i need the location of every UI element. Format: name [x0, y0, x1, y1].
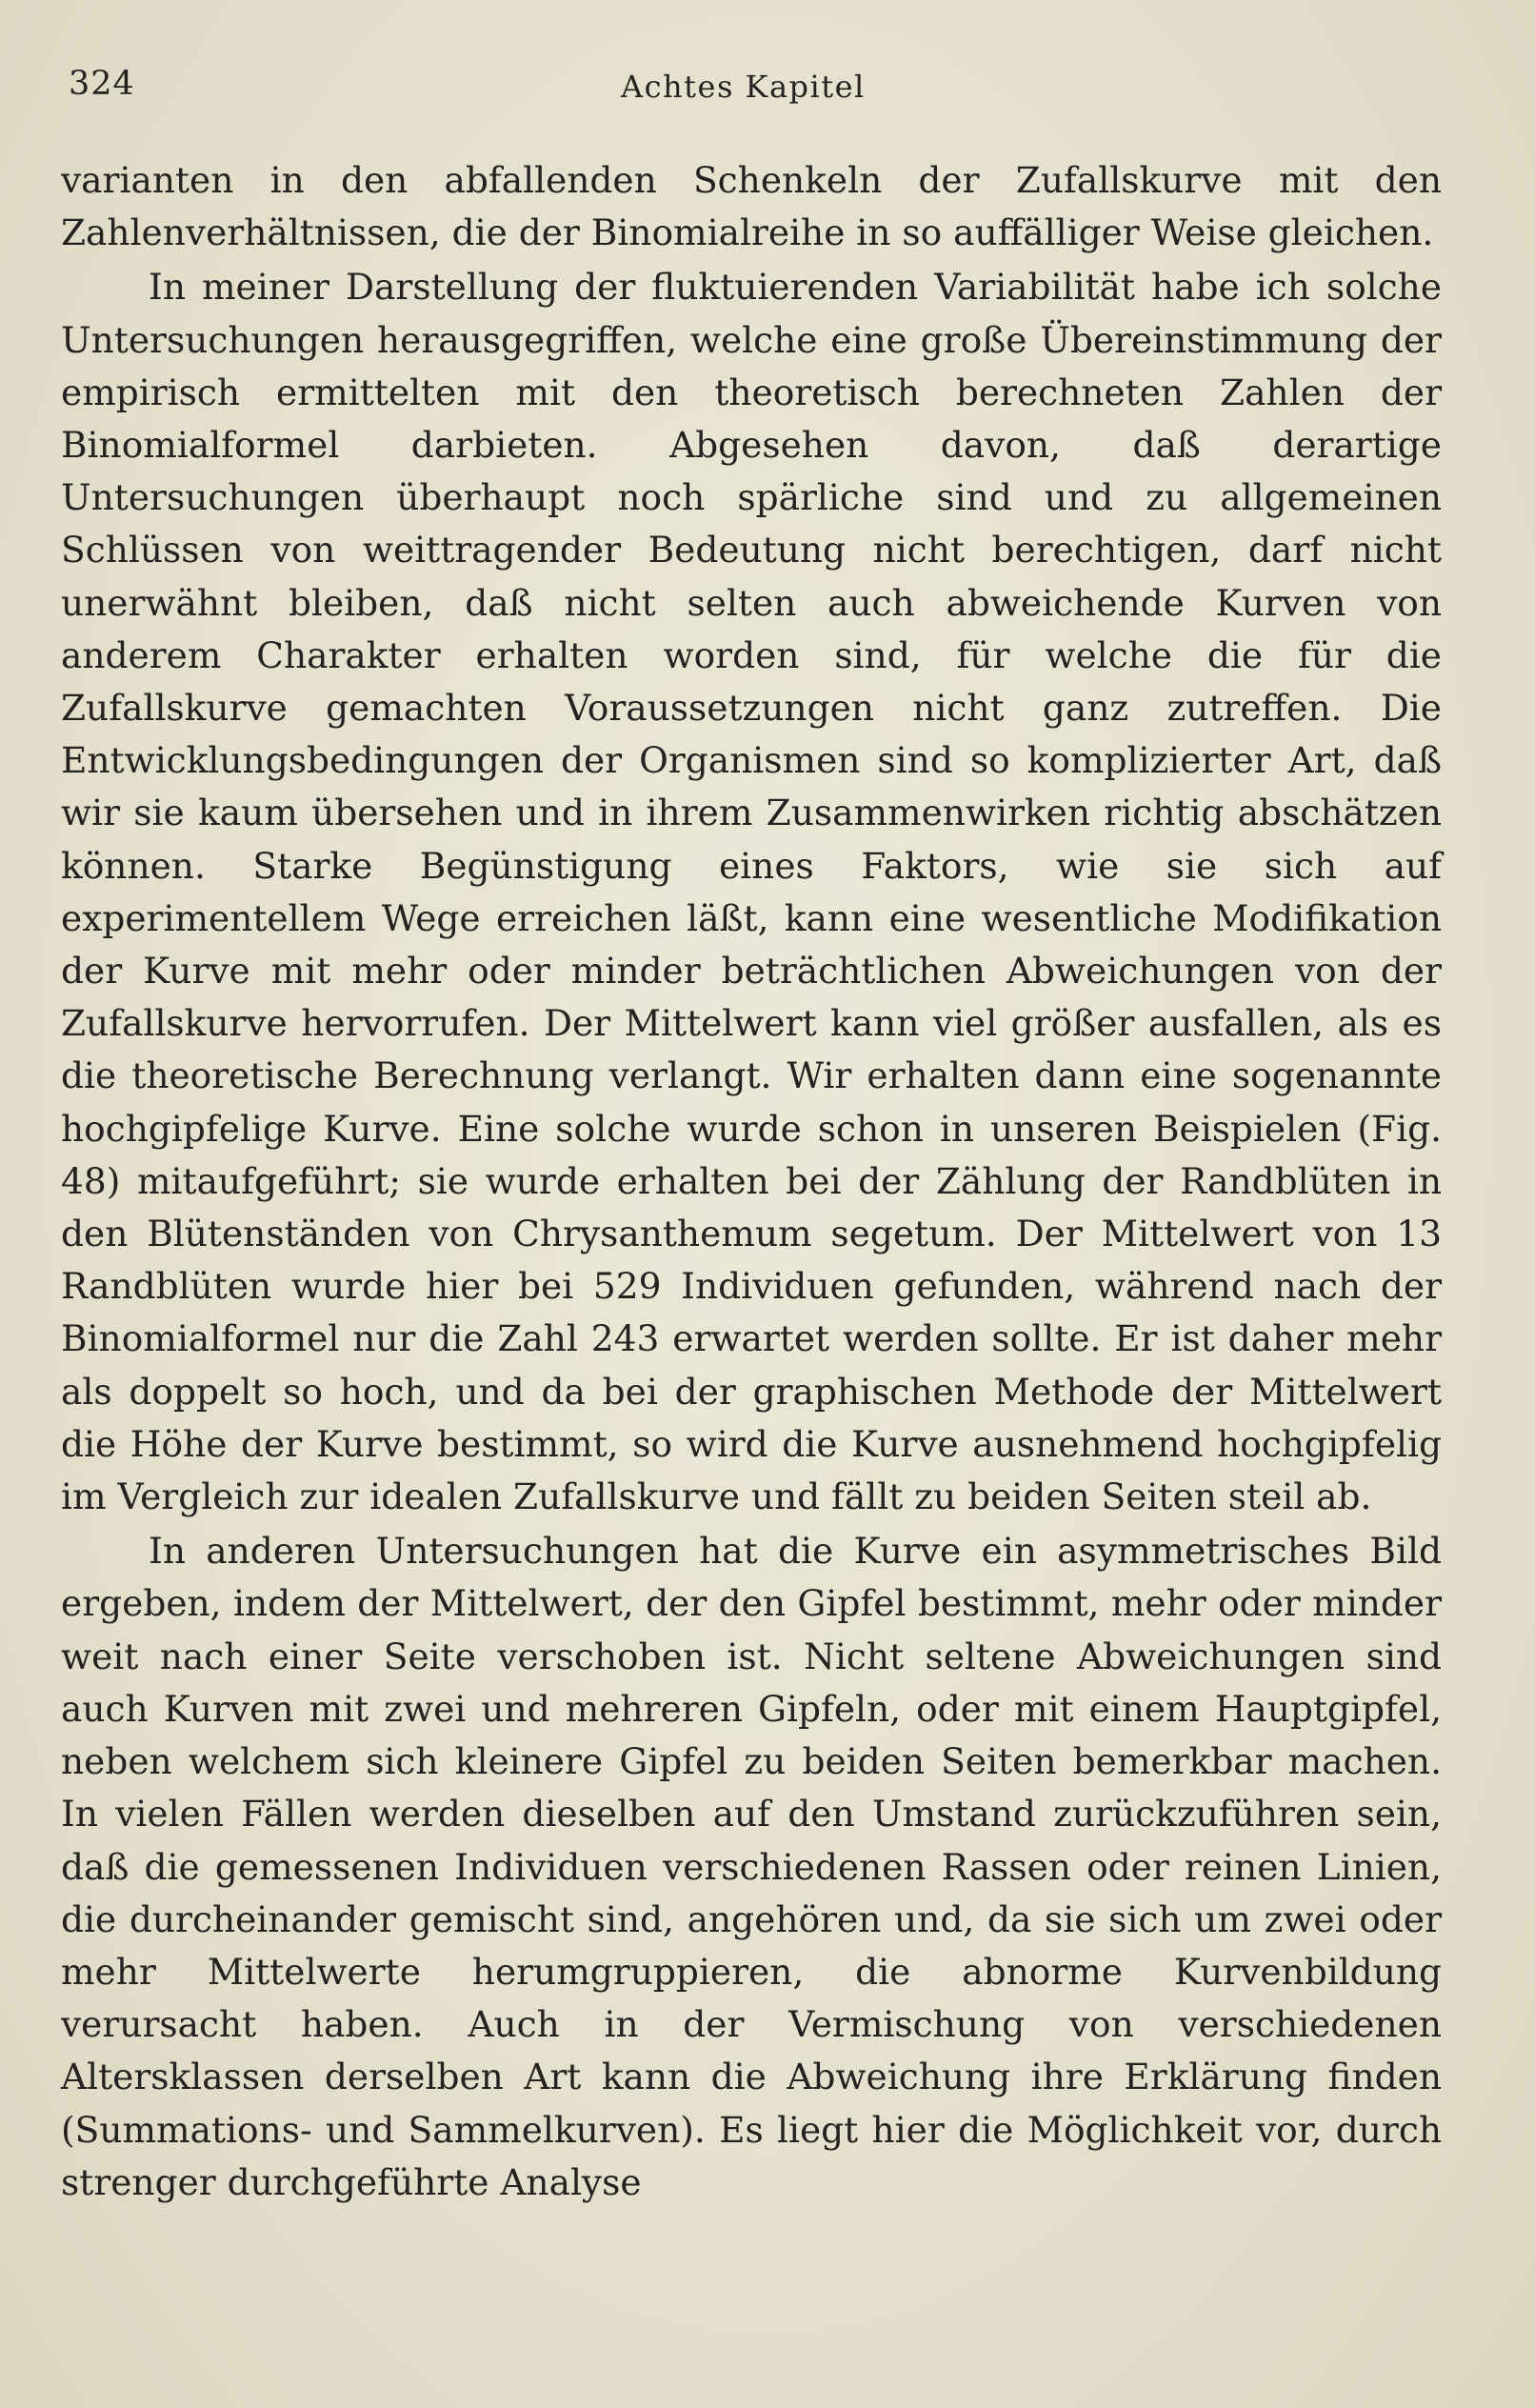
body-text	[61, 154, 1442, 2209]
paragraph: In meiner Darstellung der fluktuierenden Variabilität habe ich solche Untersuchungen herausgegriffen, welche eine große Übereinstimmung der empirisch ermittelten mit den theoretisch berechneten Zahlen der Binomialformel darbieten. Abgesehen davon, daß derartige Untersuchungen überhaupt noch spärliche sind und zu allgemeinen Schlüssen von weittragender Bedeutung nicht berechtigen, darf nicht unerwähnt bleiben, daß nicht selten auch abweichende Kurven von anderem Charakter erhalten worden sind, für welche die für die Zufallskurve gemachten Voraussetzungen nicht ganz zutreffen. Die Entwicklungsbedingungen der Organismen sind so komplizierter Art, daß wir sie kaum übersehen und in ihrem Zusammenwirken richtig abschätzen können. Starke Begünstigung eines Faktors, wie sie sich auf experimentellem Wege erreichen läßt, kann eine wesentliche Modifikation der Kurve mit mehr oder minder beträchtlichen Abweichungen von der Zufallskurve hervorrufen. Der Mittelwert kann viel größer ausfallen, als es die theoretische Berechnung verlangt. Wir erhalten dann eine sogenannte hochgipfelige Kurve. Eine solche wurde schon in unseren Beispielen (Fig. 48) mitaufgeführt; sie wurde erhalten bei der Zählung der Randblüten in den Blütenständen von Chrysanthemum segetum. Der Mittelwert von 13 Randblüten wurde hier bei 529 Individuen gefunden, während nach der Binomialformel nur die Zahl 243 erwartet werden sollte. Er ist daher mehr als doppelt so hoch, und da bei der graphischen Methode der Mittelwert die Höhe der Kurve bestimmt, so wird die Kurve ausnehmend hochgipfelig im Vergleich zur idealen Zufallskurve und fällt zu beiden Seiten steil ab.	[61, 266, 1442, 1518]
running-head	[69, 65, 1402, 112]
paragraph: In anderen Untersuchungen hat die Kurve ein asymmetrisches Bild ergeben, indem der Mittelwert, der den Gipfel bestimmt, mehr oder minder weit nach einer Seite verschoben ist. Nicht seltene Abweichungen sind auch Kurven mit zwei und mehreren Gipfeln, oder mit einem Hauptgipfel, neben welchem sich kleinere Gipfel zu beiden Seiten bemerkbar machen. In vielen Fällen werden dieselben auf den Umstand zurückzuführen sein, daß die gemessenen Individuen verschiedenen Rassen oder reinen Linien, die durcheinander gemischt sind, angehören und, da sie sich um zwei oder mehr Mittelwerte herumgruppieren, die abnorme Kurvenbildung verursacht haben. Auch in der Vermischung von verschiedenen Altersklassen derselben Art kann die Abweichung ihre Erklärung finden (Summations- und Sammelkurven). Es liegt hier die Möglichkeit vor, durch strenger durchgeführte Analyse	[61, 1530, 1442, 2203]
paragraph-continuation: varianten in den abfallenden Schenkeln der Zufallskurve mit den Zahlenverhältnissen, die der Binomialreihe in so auffälliger Weise gleichen.	[61, 159, 1442, 254]
chapter-title: Achtes Kapitel	[621, 69, 866, 105]
page-number: 324	[69, 65, 135, 103]
